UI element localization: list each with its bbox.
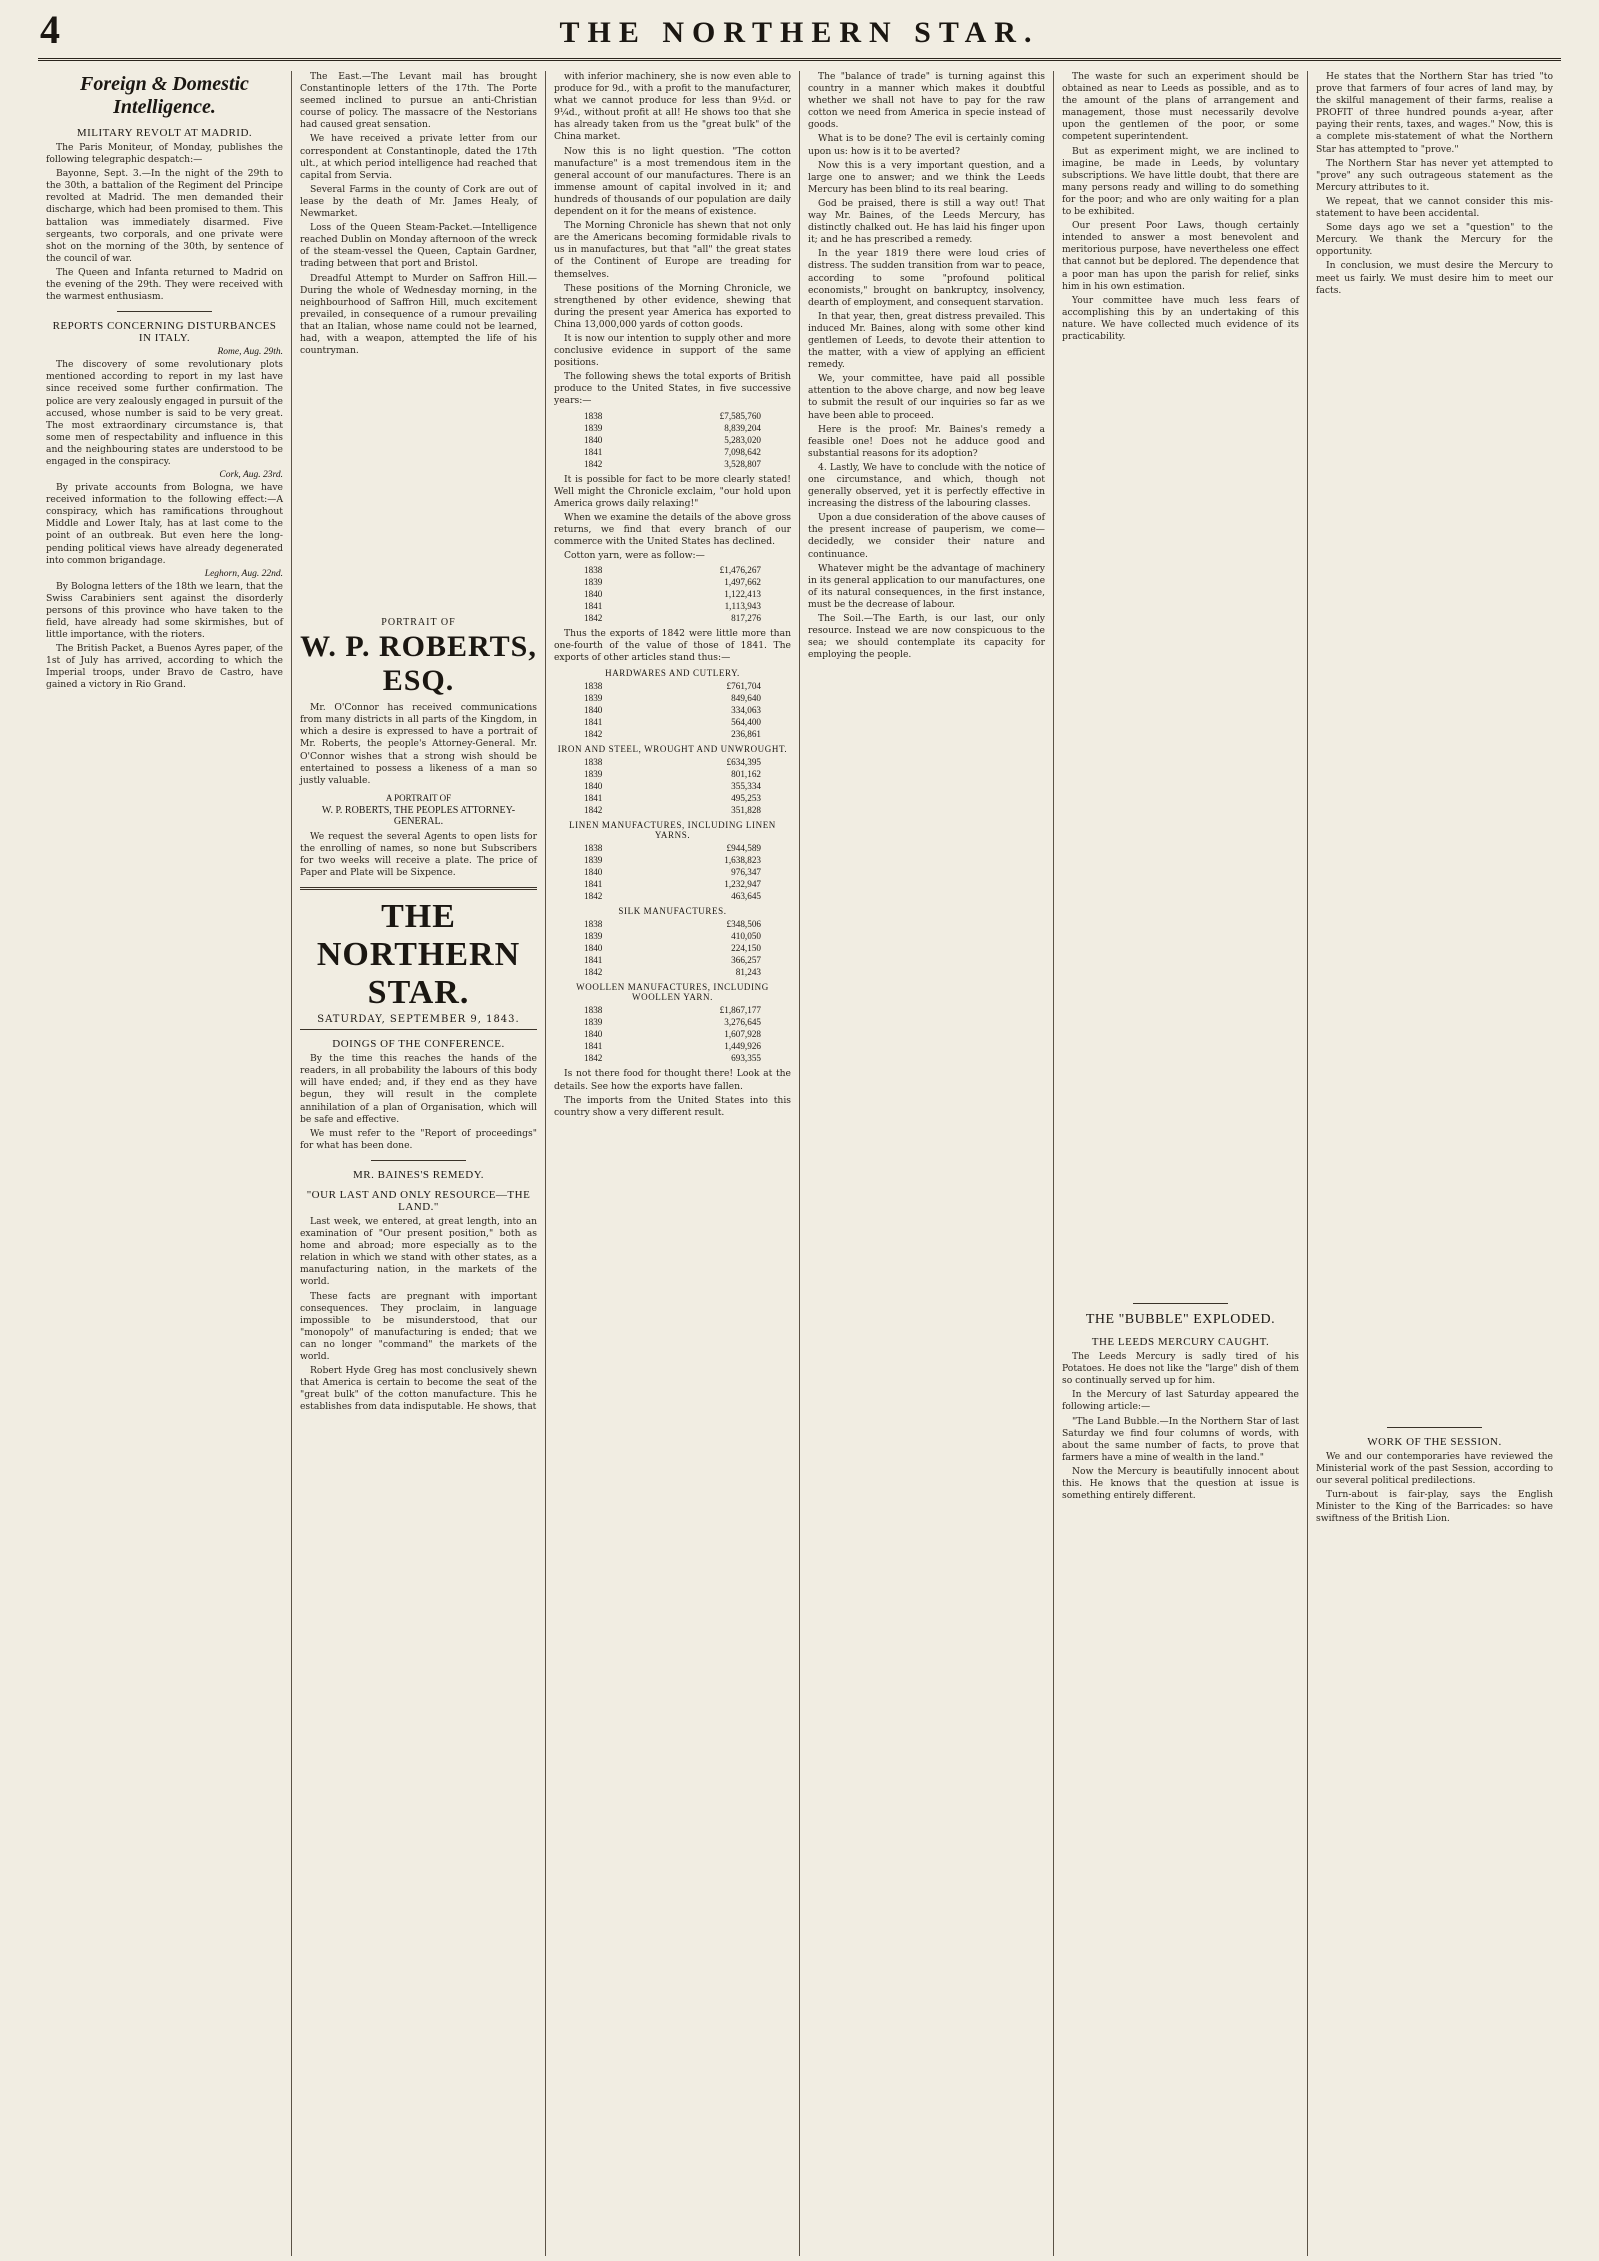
article-body: [46, 359, 283, 468]
paragraph: The Leeds Mercury is sadly tired of his Potatoes. He does not like the "large" dish of them so continually served up for him.: [1062, 1351, 1299, 1387]
paragraph: The "balance of trade" is turning against this country in a manner which makes it doubtful whether we shall not have to pay for the raw cotton we need from America in specie instead of goods.: [808, 71, 1045, 131]
table-year: 1839: [584, 769, 603, 780]
table-year: 1840: [584, 1029, 603, 1040]
table-value: 817,276: [731, 613, 761, 624]
table-value: 5,283,020: [724, 434, 761, 445]
table-row: [554, 792, 791, 804]
portrait-name: W. P. ROBERTS, ESQ.: [300, 630, 537, 698]
table-value: £1,476,267: [719, 565, 761, 576]
paragraph: Cotton yarn, were as follow:—: [564, 550, 705, 562]
article-body: [1062, 1351, 1299, 1502]
paragraph: Your committee have much less fears of accomplishing this by an undertaking of this nature. We have collected much evidence of its practicability.: [1062, 294, 1299, 342]
masthead: [38, 0, 1561, 61]
article-body: [808, 71, 1045, 661]
paragraph: The British Packet, a Buenos Ayres paper, of the 1st of July has arrived, according to which the Imperial troops, under Bravo de Castro, have gained a victory in Rio Grand.: [46, 643, 283, 691]
article-body: [300, 831, 537, 879]
divider: [117, 311, 212, 312]
export-table: [554, 842, 791, 902]
paragraph: These facts are pregnant with important consequences. They proclaim, in language impossible to be misunderstood, that our "monopoly" of manufacturing is ended; that we can no longer "command" the markets of the world.: [300, 1290, 537, 1362]
article-heading: MILITARY REVOLT AT MADRID.: [76, 127, 253, 139]
export-table: [554, 1004, 791, 1064]
table-row: [554, 1016, 791, 1028]
table-caption: HARDWARES AND CUTLERY.: [605, 668, 740, 679]
table-value: £634,395: [726, 757, 761, 768]
table-value: £761,704: [726, 681, 761, 692]
article-body: [554, 71, 791, 408]
article-body: [300, 1216, 537, 1414]
paragraph: Several Farms in the county of Cork are out of lease by the death of Mr. James Healy, of Newmarket.: [300, 183, 537, 220]
article-body: [300, 1053, 537, 1152]
portrait-subheading: [300, 793, 537, 827]
article-body: [46, 581, 283, 692]
paragraph: We must refer to the "Report of proceedings" for what has been done.: [300, 1127, 537, 1151]
table-caption: LINEN MANUFACTURES, INCLUDING LINEN YARNS.: [569, 820, 776, 841]
table-year: 1838: [584, 843, 603, 854]
table-row: [554, 954, 791, 966]
paragraph: We, your committee, have paid all possible attention to the above charge, and now beg leave to submit the result of our inquiries so far as we have been able to proceed.: [808, 373, 1045, 421]
table-year: 1839: [584, 577, 603, 588]
paragraph: But as experiment might, we are inclined to imagine, be made in Leeds, by voluntary subscriptions. We have little doubt, that there are many persons ready and willing to do something for the poor; and who are only waiting for a plan to be exhibited.: [1062, 145, 1299, 218]
table-value: 81,243: [735, 967, 761, 978]
table-row: [554, 878, 791, 890]
table-row: [554, 716, 791, 728]
table-value: £7,585,760: [719, 410, 761, 421]
paragraph: Some days ago we set a "question" to the Mercury. We thank the Mercury for the opportunity.: [1316, 222, 1553, 258]
table-row: [554, 942, 791, 954]
table-row: [554, 692, 791, 704]
paragraph: "The Land Bubble.—In the Northern Star of last Saturday we find four columns of words, with about the same number of facts, to prove that farmers have a mine of wealth in the land.": [1062, 1415, 1299, 1463]
paragraph: Last week, we entered, at great length, into an examination of "Our present position," both as home and abroad; more especially as to the relation in which we stand with other states, as a manufacturing nation, in the markets of the world.: [300, 1215, 537, 1288]
paragraph: We request the several Agents to open lists for the enrolling of names, so none but Subscribers for two weeks will receive a plate. The price of Paper and Plate will be Sixpence.: [300, 830, 537, 879]
table-year: 1839: [584, 422, 603, 433]
table-year: 1841: [584, 793, 603, 804]
table-value: 355,334: [731, 781, 761, 792]
paragraph: By the time this reaches the hands of the readers, in all probability the labours of this body will have ended; and, if they end as they have begun, they will result in the complete annihilation of a plan of Organisation, which will be safe and effective.: [300, 1053, 537, 1125]
table-row: [554, 1040, 791, 1052]
table-value: 224,150: [731, 943, 761, 954]
newspaper-title: THE NORTHERN STAR.: [559, 16, 1040, 49]
table-year: 1841: [584, 879, 603, 890]
table-row: [554, 842, 791, 854]
paragraph: Turn-about is fair-play, says the English Minister to the King of the Barricades: so have swiftness of the British Lion.: [1316, 1488, 1553, 1525]
paragraph: Robert Hyde Greg has most conclusively shewn that America is certain to become the seat of the "great bulk" of the cotton manufacture. This he establishes from data indisputable. He shows, that: [300, 1365, 537, 1413]
table-year: 1842: [584, 729, 603, 740]
table-value: 849,640: [731, 693, 761, 704]
table-row: [554, 728, 791, 740]
article-heading: MR. BAINES'S REMEDY.: [353, 1168, 484, 1181]
table-year: 1838: [584, 1005, 603, 1016]
table-year: 1842: [584, 613, 603, 624]
article-body: [554, 474, 791, 563]
table-row: [554, 564, 791, 576]
paragraph: The Paris Moniteur, of Monday, publishes the following telegraphic despatch:—: [46, 142, 283, 166]
paragraph: Bayonne, Sept. 3.—In the night of the 29th to the 30th, a battalion of the Regiment del Principe revolted at Madrid. The men demanded their discharge, which had been promised to them. This battalion was immediately disarmed. Five sergeants, two corporals, and one private were shot on the morning of the 30th, by sentence of the council of war.: [46, 168, 283, 264]
table-year: 1841: [584, 1041, 603, 1052]
article-body: [300, 71, 537, 357]
column-2: [292, 71, 546, 2256]
table-value: 3,276,645: [724, 1017, 761, 1028]
table-year: 1840: [584, 943, 603, 954]
table-value: £348,506: [726, 919, 761, 930]
column-5: [1054, 71, 1308, 2256]
table-value: 495,253: [731, 793, 761, 804]
paragraph: The discovery of some revolutionary plots mentioned according to report in my last have since received some further confirmation. The police are very zealously engaged in pursuit of the accused, whose number is said to be very great. The most extraordinary circumstance is, that some men of respectability and influence in this and the neighbouring states are understood to be engaged in the conspiracy.: [46, 359, 283, 467]
article-body: [1062, 71, 1299, 343]
table-year: 1839: [584, 1017, 603, 1028]
table-row: [554, 804, 791, 816]
editorial-date: SATURDAY, SEPTEMBER 9, 1843.: [300, 1014, 537, 1030]
paragraph: Now the Mercury is beautifully innocent about this. He knows that the question at issue is something entirely different.: [1062, 1465, 1299, 1502]
table-value: 8,839,204: [724, 422, 761, 433]
table-row: [554, 422, 791, 434]
table-value: 7,098,642: [724, 446, 761, 457]
article-body: [1316, 71, 1553, 297]
paragraph: Now this is a very important question, and a large one to answer; and we think the Leeds Mercury has been blind to its real bearing.: [808, 159, 1045, 195]
export-table: [554, 918, 791, 978]
article-body: [1316, 1451, 1553, 1526]
paragraph: In the year 1819 there were loud cries of distress. The sudden transition from war to peace, according to some "profound political economists," brought on bankruptcy, insolvency, dearth of employment, and consequent starvation.: [808, 248, 1045, 308]
table-value: 693,355: [731, 1053, 761, 1064]
portrait-sub: A PORTRAIT OF: [385, 792, 452, 803]
article-heading: REPORTS CONCERNING DISTURBANCES IN ITALY.: [52, 320, 277, 345]
divider: [300, 887, 537, 890]
table-row: [554, 1052, 791, 1064]
portrait-sub2: W. P. ROBERTS, THE PEOPLES ATTORNEY-GENERAL.: [321, 804, 516, 827]
article-heading: DOINGS OF THE CONFERENCE.: [332, 1038, 505, 1051]
table-year: 1842: [584, 458, 603, 469]
table-value: 366,257: [731, 955, 761, 966]
paragraph: By Bologna letters of the 18th we learn, that the Swiss Carabiniers sent against the disorderly persons of this province who have taken to the field, have already had some skirmishes, but of little importance, with the rioters.: [46, 580, 283, 641]
dateline: Leghorn, Aug. 22nd.: [204, 568, 283, 579]
paragraph: By private accounts from Bologna, we have received information to the following effect:—A conspiracy, which has ramifications throughout Middle and Lower Italy, has at last come to the point of an outbreak. But even here the long-pending political views have already degenerated into common brigandage.: [46, 482, 283, 566]
table-value: 351,828: [731, 805, 761, 816]
article-body: [554, 1068, 791, 1118]
filler-text: [300, 359, 537, 609]
table-row: [554, 612, 791, 624]
paragraph: The Morning Chronicle has shewn that not only are the Americans becoming formidable rivals to us in manufactures, but that "all" the great states of the Continent of Europe are treading for themselves.: [554, 220, 791, 280]
paragraph: Here is the proof: Mr. Baines's remedy a feasible one! Does not he adduce good and substantial reasons for its adoption?: [808, 423, 1045, 459]
table-value: £944,589: [726, 843, 761, 854]
table-value: 801,162: [731, 769, 761, 780]
table-year: 1840: [584, 867, 603, 878]
table-year: 1838: [584, 757, 603, 768]
page-number: 4: [40, 7, 60, 52]
table-year: 1842: [584, 967, 603, 978]
table-year: 1840: [584, 589, 603, 600]
article-body: [554, 628, 791, 664]
table-year: 1841: [584, 446, 603, 457]
table-row: [554, 588, 791, 600]
portrait-announcement: [300, 617, 537, 698]
column-4: [800, 71, 1054, 2256]
filler-text: [1062, 345, 1299, 1295]
table-row: [554, 866, 791, 878]
article-heading: WORK OF THE SESSION.: [1367, 1435, 1502, 1448]
column-3: [546, 71, 800, 2256]
paragraph: Mr. O'Connor has received communications from many districts in all parts of the Kingdom, in which a desire is expressed to have a portrait of Mr. Roberts, the people's Attorney-General. Mr. O'Connor wishes that a strong wish should be entertained to possess a likeness of a man so justly valuable.: [300, 702, 537, 786]
table-row: [554, 600, 791, 612]
paragraph: The waste for such an experiment should be obtained as near to Leeds as possible, and as to the amount of the plans of arrangement and management, those must necessarily devolve upon the gentlemen of the poor, or some competent superintendent.: [1062, 71, 1299, 143]
paragraph: with inferior machinery, she is now even able to produce for 9d., with a profit to the manufacturer, what we cannot produce for less than 9½d. or 9¼d., without profit at all! He shows too that she has already taken from us the "great bulk" of the China market.: [554, 71, 791, 143]
table-row: [554, 930, 791, 942]
paragraph: It is now our intention to supply other and more conclusive evidence in support of the same positions.: [554, 332, 791, 369]
table-year: 1840: [584, 434, 603, 445]
paragraph: The East.—The Levant mail has brought Constantinople letters of the 17th. The Porte seemed inclined to pursue an anti-Christian course of policy. The massacre of the Nestorians had caused great sensation.: [300, 71, 537, 131]
table-year: 1838: [584, 410, 603, 421]
paragraph: Now this is no light question. "The cotton manufacture" is a most tremendous item in the general account of our manufactures. There is an immense amount of capital involved in it; and hundreds of thousands of our population are daily dependent on it for the means of existence.: [554, 145, 791, 218]
table-value: 1,113,943: [724, 601, 761, 612]
paragraph: Thus the exports of 1842 were little more than one-fourth of the value of those of 1841. The exports of other articles stand thus:—: [554, 628, 791, 664]
table-value: 1,638,823: [724, 855, 761, 866]
table-value: 236,861: [731, 729, 761, 740]
table-year: 1841: [584, 717, 603, 728]
table-value: 410,050: [731, 931, 761, 942]
table-value: 976,347: [731, 867, 761, 878]
section-title: Foreign & Domestic Intelligence.: [80, 73, 249, 118]
table-year: 1838: [584, 681, 603, 692]
table-value: 1,497,662: [724, 577, 761, 588]
table-value: 463,645: [731, 891, 761, 902]
table-row: [554, 768, 791, 780]
column-1: [38, 71, 292, 2256]
paragraph: It is possible for fact to be more clearly stated! Well might the Chronicle exclaim, "our hold upon America grows daily relaxing!": [554, 473, 791, 509]
table-year: 1839: [584, 693, 603, 704]
export-table: [554, 564, 791, 624]
table-row: [554, 1004, 791, 1016]
paragraph: The imports from the United States into this country show a very different result.: [554, 1094, 791, 1118]
table-year: 1840: [584, 781, 603, 792]
table-year: 1838: [584, 919, 603, 930]
paragraph: Loss of the Queen Steam-Packet.—Intelligence reached Dublin on Monday afternoon of the wreck of the steam-vessel the Queen, Captain Gardner, trading between that port and Bristol.: [300, 222, 537, 270]
table-year: 1841: [584, 955, 603, 966]
table-caption: IRON AND STEEL, WROUGHT AND UNWROUGHT.: [557, 744, 788, 755]
export-table: [554, 756, 791, 816]
article-body: [300, 702, 537, 787]
table-value: 1,607,928: [724, 1029, 761, 1040]
table-year: 1838: [584, 565, 603, 576]
table-value: £1,867,177: [719, 1005, 761, 1016]
paragraph: Whatever might be the advantage of machinery in its general application to our manufactures, one of its natural consequences, in the first instance, must be the decrease of labour.: [808, 562, 1046, 610]
paragraph: He states that the Northern Star has tried "to prove that farmers of four acres of land may, by the skilful management of their farms, realise a PROFIT of three hundred pounds a-year, after paying their rents, taxes, and wages." Now, this is a complete mis-statement of what the Northern Star has attempted to "prove.": [1316, 71, 1553, 155]
table-row: [554, 704, 791, 716]
export-table: [554, 680, 791, 740]
divider: [371, 1160, 466, 1161]
article-subheading: "OUR LAST AND ONLY RESOURCE—THE LAND.": [306, 1188, 531, 1213]
table-year: 1842: [584, 805, 603, 816]
table-value: 1,232,947: [724, 879, 761, 890]
article-body: [46, 482, 283, 567]
table-year: 1840: [584, 705, 603, 716]
dateline: Cork, Aug. 23rd.: [219, 470, 283, 481]
article-subheading: THE LEEDS MERCURY CAUGHT.: [1091, 1336, 1270, 1349]
column-6: [1308, 71, 1561, 2256]
paragraph: God be praised, there is still a way out! That way Mr. Baines, of the Leeds Mercury, has distinctly chalked out. He has laid his finger upon it; and he has prescribed a remedy.: [808, 197, 1045, 246]
paragraph: We repeat, that we cannot consider this mis-statement to have been accidental.: [1316, 195, 1553, 220]
filler-text: [1316, 299, 1553, 1419]
paragraph: In the Mercury of last Saturday appeared the following article:—: [1062, 1389, 1299, 1413]
table-value: 1,122,413: [724, 589, 761, 600]
paragraph: We have received a private letter from our correspondent at Constantinople, dated the 17th ult., at which period intelligence had reached that capital from Servia.: [300, 133, 537, 181]
table-year: 1839: [584, 855, 603, 866]
table-value: 1,449,926: [724, 1041, 761, 1052]
paragraph: The Soil.—The Earth, is our last, our only resource. Instead we are now conspicuous to the sea; we should contemplate its capacity for employing the people.: [808, 613, 1045, 661]
table-row: [554, 966, 791, 978]
article-body: [46, 142, 283, 303]
table-value: 3,528,807: [724, 458, 761, 469]
table-row: [554, 1028, 791, 1040]
paragraph: The Northern Star has never yet attempted to "prove" any such outrageous statement as the Mercury attributes to it.: [1316, 157, 1553, 193]
table-row: [554, 446, 791, 458]
table-year: 1842: [584, 891, 603, 902]
table-year: 1842: [584, 1053, 603, 1064]
paragraph: Is not there food for thought there! Look at the details. See how the exports have fallen.: [554, 1068, 791, 1092]
table-row: [554, 854, 791, 866]
table-value: 564,400: [731, 717, 761, 728]
paragraph: We and our contemporaries have reviewed the Ministerial work of the past Session, according to our several political predilections.: [1316, 1450, 1553, 1486]
dateline: Rome, Aug. 29th.: [217, 347, 283, 358]
paragraph: 4. Lastly, We have to conclude with the notice of one circumstance, and which, though not generally observed, yet it is perfectly effective in increasing the distress of the labouring classes.: [808, 461, 1045, 510]
table-caption: WOOLLEN MANUFACTURES, INCLUDING WOOLLEN YARN.: [576, 982, 769, 1003]
paragraph: When we examine the details of the above gross returns, we find that every branch of our commerce with the United States has declined.: [554, 511, 791, 547]
editorial-title: THE NORTHERN STAR.: [316, 898, 521, 1012]
paragraph: Upon a due consideration of the above causes of the present increase of pauperism, we come—decidedly, we consider their nature and continuance.: [808, 512, 1045, 560]
table-value: 334,063: [731, 705, 761, 716]
table-row: [554, 410, 791, 422]
table-row: [554, 756, 791, 768]
article-heading: THE "BUBBLE" EXPLODED.: [1085, 1312, 1276, 1328]
paragraph: The following shews the total exports of British produce to the United States, in five successive years:—: [554, 371, 791, 407]
table-row: [554, 780, 791, 792]
paragraph: These positions of the Morning Chronicle, we strengthened by other evidence, shewing that during the present year America has exported to China 13,000,000 yards of cotton goods.: [554, 282, 791, 330]
table-row: [554, 680, 791, 692]
table-row: [554, 890, 791, 902]
paragraph: Dreadful Attempt to Murder on Saffron Hill.—During the whole of Wednesday morning, in the neighbourhood of Saffron Hill, much excitement prevailed, in consequence of a rumour prevailing that an Italian, whose name could not be learned, had, with a weapon, attempted the life of his countryman.: [300, 272, 537, 357]
divider: [1387, 1427, 1482, 1428]
paragraph: In that year, then, great distress prevailed. This induced Mr. Baines, along with some other kind gentlemen of Leeds, to devote their attention to the matter, with a view of applying an efficient remedy.: [808, 310, 1045, 371]
portrait-label: PORTRAIT OF: [381, 617, 456, 629]
paragraph: Our present Poor Laws, though certainly intended to answer a most benevolent and meritorious purpose, have nevertheless one effect that cannot but be deplored. The dependence that a poor man has upon the parish for relief, sinks him in his own estimation.: [1062, 220, 1299, 292]
columns: [38, 71, 1561, 2256]
paragraph: In conclusion, we must desire the Mercury to meet us fairly. We must desire him to meet our facts.: [1316, 260, 1553, 296]
table-row: [554, 576, 791, 588]
table-caption: SILK MANUFACTURES.: [618, 906, 727, 917]
table-row: [554, 458, 791, 470]
paragraph: What is to be done? The evil is certainly coming upon us: how is it to be averted?: [808, 133, 1045, 157]
export-table: [554, 410, 791, 470]
table-year: 1841: [584, 601, 603, 612]
table-row: [554, 434, 791, 446]
divider: [1133, 1303, 1228, 1304]
paragraph: The Queen and Infanta returned to Madrid on the evening of the 29th. They were received with the warmest enthusiasm.: [46, 266, 283, 303]
table-year: 1839: [584, 931, 603, 942]
table-row: [554, 918, 791, 930]
